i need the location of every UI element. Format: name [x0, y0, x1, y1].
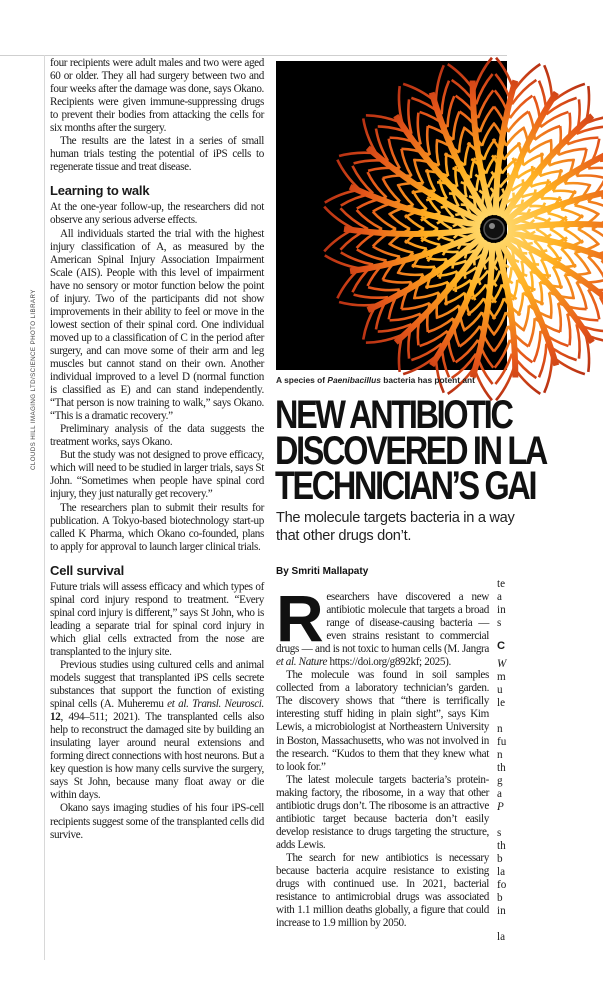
clipped-text: fo — [497, 879, 507, 891]
clipped-text: th — [497, 762, 506, 774]
paragraph: The molecule was found in soil samples collected from a laboratory technician’s garden. The discovery shows that “there is terrifically interesting stuff hiding in plain sight”, says Kim Lewis, a microbiologist at Northeastern University in Boston, Massachusetts, who was not involved in the research. “Kudos to them that they knew what to look for.” — [276, 669, 489, 773]
top-rule — [0, 55, 507, 56]
clipped-text: la — [497, 931, 506, 943]
clipped-text: s — [497, 617, 502, 629]
paragraph: The researchers plan to submit their results for publication. A Tokyo-based biotechnology start-up called K Pharma, which Okano co-founded, plans to apply for approval to launch larger clinical trials. — [50, 501, 264, 553]
photo-caption: A species of Paenibacillus bacteria has potent ant — [276, 375, 475, 385]
clipped-text: b — [497, 892, 503, 904]
paragraph: The results are the latest in a series of small human trials testing the potential of iPS cells to regenerate tissue and treat disease. — [50, 135, 264, 174]
paragraph: Researchers have discovered a new antibiotic molecule that targets a broad range of disease-causing bacteria — even strains resistant to commercial drugs — and is not toxic to human cells (M. Jangra et al. Nature https://doi.org/g892kf; 2025). — [276, 581, 489, 669]
paragraph: But the study was not designed to prove efficacy, which will need to be studied in larger trials, says St John. “Sometimes when people have spinal cord injury, they just naturally get recovery.” — [50, 449, 264, 501]
clipped-text: b — [497, 853, 503, 865]
clipped-text: C — [497, 640, 506, 652]
headline — [275, 393, 547, 508]
paragraph: four recipients were adult males and two were aged 60 or older. They all had surgery between two and four weeks after the damage was done, says Okano. Recipients were given immune-suppressing drugs to prevent their bodies from attacking the cells for six months after the surgery. — [50, 57, 264, 135]
clipped-text: in — [497, 905, 506, 917]
antibiotic-article-body — [276, 581, 489, 930]
paragraph: All individuals started the trial with the highest injury classification of A, as measured by the American Spinal Injury Association Impairment Scale (AIS). People with this level of impairment have no sensory or motor function below the point of injury. Two of the participants did not show improvements in their ability to feel or move in the lowest section of their spinal cord. One individual moved up to a classification of C in the period after surgery, and can move some of their arm and leg muscles but cannot stand on their own. Another individual improved to a level D (normal function is classified as E) and can stand independently. “That person is now training to walk,” says Okano. “This is a dramatic recovery.” — [50, 227, 264, 423]
drop-cap: R — [276, 581, 324, 655]
clipped-text: te — [497, 578, 506, 590]
column-divider — [44, 55, 45, 960]
photo-credit — [28, 210, 42, 470]
headline-line: NEW ANTIBIOTIC — [275, 393, 512, 437]
clipped-text: la — [497, 866, 506, 878]
paragraph: Okano says imaging studies of his four iPS-cell recipients suggest some of the transplanted cells did survive. — [50, 802, 264, 841]
headline-line: DISCOVERED IN LA — [275, 428, 547, 473]
standfirst: The molecule targets bacteria in a way that other drugs don’t. — [276, 510, 515, 544]
clipped-text: W — [497, 658, 507, 670]
clipped-text: P — [497, 801, 504, 813]
paragraph: Preliminary analysis of the data suggests the treatment works, says Okano. — [50, 423, 264, 449]
clipped-text: s — [497, 827, 502, 839]
clipped-text: le — [497, 697, 506, 709]
clipped-text: th — [497, 840, 506, 852]
paragraph: Previous studies using cultured cells and animal models suggest that transplanted iPS cells secrete substances that support the function of existing spinal cells (A. Muheremu et al. Transl. Neurosci. 12, 494–511; 2021). The transplanted cells also help to reconstruct the damaged site by building an insulating layer around neural extensions and forming direct connections with host neurons. But a key question is how many cells survive the surgery, says St John, because many float away or die within days. — [50, 658, 264, 802]
clipped-text: n — [497, 749, 503, 761]
clipped-text: fu — [497, 736, 507, 748]
paragraph: The latest molecule targets bacteria’s protein-making factory, the ribosome, in a way that other antibiotic drugs don’t. The ribosome is an attractive antibiotic target because bacteria don’t easily develop resistance to drugs targeting the structure, adds Lewis. — [276, 773, 489, 851]
headline-line: TECHNICIAN’S GAI — [275, 464, 536, 508]
clipped-text: n — [497, 723, 503, 735]
clipped-text: m — [497, 671, 506, 683]
paragraph: The search for new antibiotics is necessary because bacteria acquire resistance to existing drugs with continued use. In 2021, bacterial resistance to antimicrobial drugs was associated with 1.1 million deaths globally, a figure that could increase to 1.9 million by 2050. — [276, 851, 489, 930]
paragraph: Future trials will assess efficacy and which types of spinal cord injury respond to treatment. “Every spinal cord injury is different,” says St John, who is leading a separate trial for spinal cord injury in which glial cells extracted from the nose are transplanted to the injury site. — [50, 580, 264, 658]
subheading-cell-survival: Cell survival — [50, 562, 124, 578]
clipped-text: u — [497, 684, 503, 696]
subheading-learning-to-walk: Learning to walk — [50, 183, 150, 199]
paragraph: At the one-year follow-up, the researchers did not observe any serious adverse effects. — [50, 201, 264, 227]
clipped-text: g — [497, 775, 503, 787]
byline: By Smriti Mallapaty — [276, 566, 369, 577]
photo-credit-text: CLOUDS HILL IMAGING LTD/SCIENCE PHOTO LIBRARY — [30, 289, 37, 470]
left-column-article — [50, 57, 264, 842]
clipped-text: a — [497, 591, 502, 603]
clipped-text: a — [497, 788, 502, 800]
clipped-text: in — [497, 604, 506, 616]
bacteria-colony-photo — [276, 61, 507, 370]
